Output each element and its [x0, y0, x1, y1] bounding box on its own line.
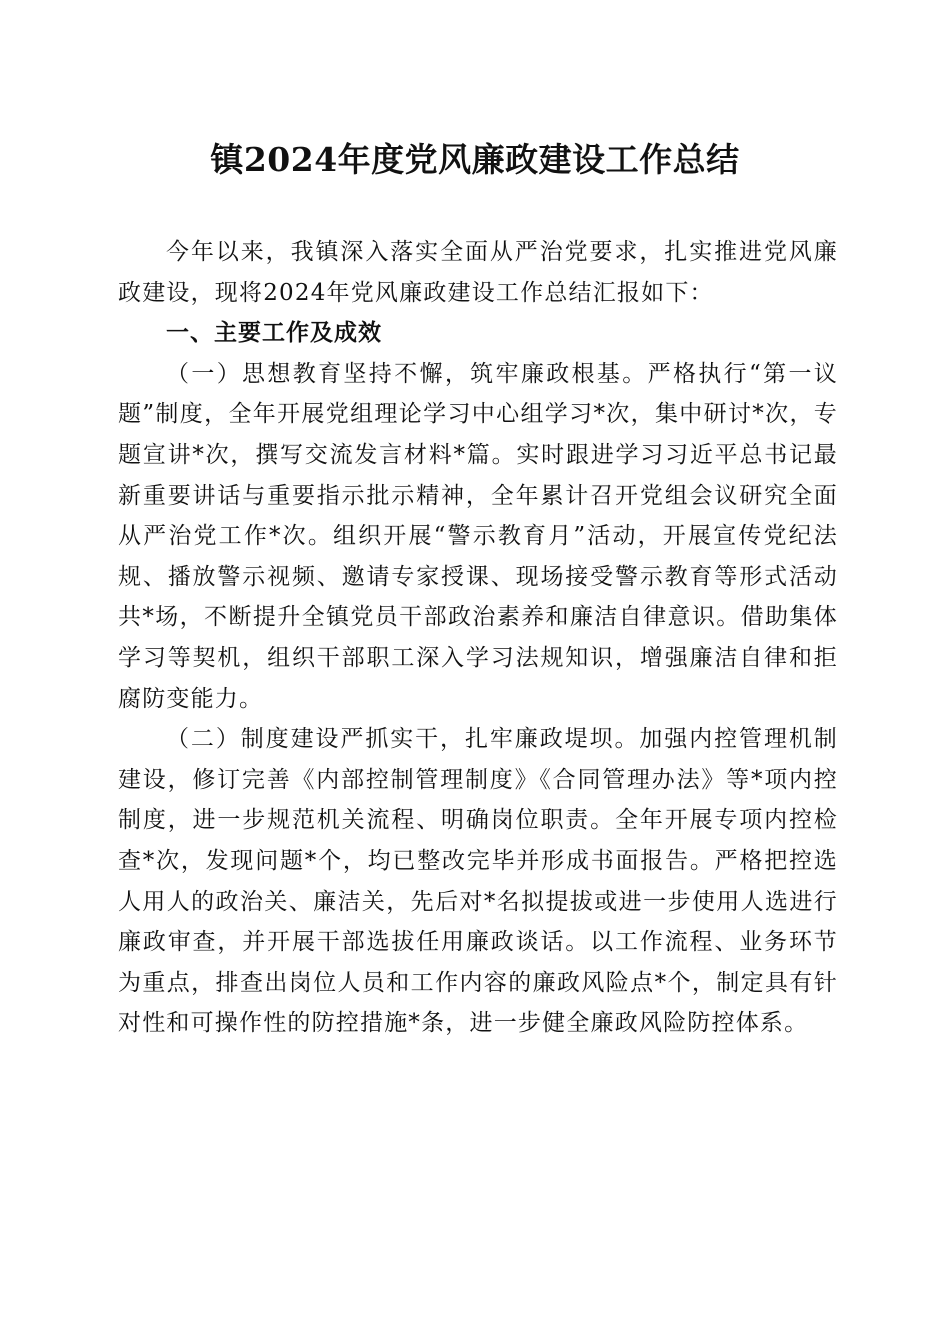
- document-body: [118, 232, 838, 1044]
- intro-paragraph: 今年以来，我镇深入落实全面从严治党要求，扎实推进党风廉政建设，现将2024年党风廉政建设工作总结汇报如下：: [118, 239, 838, 306]
- section-heading-main-work: 一、主要工作及成效: [166, 320, 382, 347]
- subsection-text-system-construction: 加强内控管理机制建设，修订完善《内部控制管理制度》《合同管理办法》等*项内控制度，进一步规范机关流程、明确岗位职责。全年开展专项内控检查*次，发现问题*个，均已整改完毕并形成书面报告。严格把控选人用人的政治关、廉洁关，先后对*名拟提拔或进一步使用人选进行廉政审查，并开展干部选拔任用廉政谈话。以工作流程、业务环节为重点，排查出岗位人员和工作内容的廉政风险点*个，制定具有针对性和可操作性的防控措施*条，进一步健全廉政风险防控体系。: [118, 726, 838, 1037]
- subsection-heading-system-construction: （二）制度建设严抓实干，扎牢廉政堤坝。: [166, 726, 640, 753]
- subsection-text-ideological-education: 严格执行“第一议题”制度，全年开展党组理论学习中心组学习*次，集中研讨*次，专题宣讲*次，撰写交流发言材料*篇。实时跟进学习习近平总书记最新重要讲话与重要指示批示精神，全年累计召开党组会议研究全面从严治党工作*次。组织开展“警示教育月”活动，开展宣传党纪法规、播放警示视频、邀请专家授课、现场接受警示教育等形式活动共*场，不断提升全镇党员干部政治素养和廉洁自律意识。借助集体学习等契机，组织干部职工深入学习法规知识，增强廉洁自律和拒腐防变能力。: [118, 360, 838, 712]
- document-title: 镇2024年度党风廉政建设工作总结: [210, 140, 740, 179]
- paragraph-system-construction: [118, 719, 838, 1044]
- subsection-heading-ideological-education: （一）思想教育坚持不懈，筑牢廉政根基。: [166, 360, 648, 387]
- paragraph-ideological-education: [118, 354, 838, 719]
